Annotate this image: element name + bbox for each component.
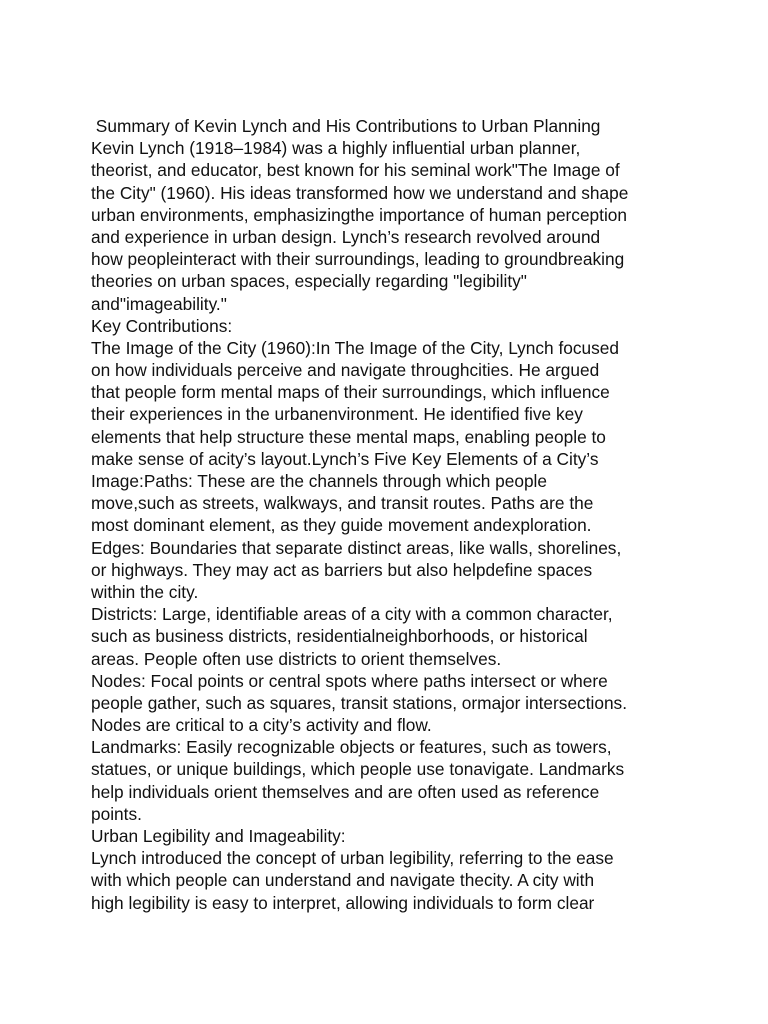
text-line: Lynch introduced the concept of urban legibility, referring to the ease (91, 848, 614, 869)
text-line: urban environments, emphasizingthe importance of human perception (91, 204, 628, 225)
text-line: statues, or unique buildings, which people use tonavigate. Landmarks (91, 759, 625, 780)
text-line: theories on urban spaces, especially regarding "legibility" (91, 271, 527, 292)
text-line: points. (91, 803, 142, 824)
text-line: the City" (1960). His ideas transformed how we understand and shape (91, 182, 629, 203)
text-line: people gather, such as squares, transit stations, ormajor intersections. (91, 692, 627, 713)
text-line: high legibility is easy to interpret, allowing individuals to form clear (91, 892, 595, 913)
text-line: areas. People often use districts to orient themselves. (91, 648, 502, 669)
document-body-text (91, 115, 691, 914)
text-line: Urban Legibility and Imageability: (91, 826, 346, 846)
text-line: The Image of the City (1960):In The Image of the City, Lynch focused (91, 337, 619, 358)
text-line: Kevin Lynch (1918–1984) was a highly influential urban planner, (91, 138, 581, 159)
text-line: Key Contributions: (91, 315, 233, 336)
text-line: Landmarks: Easily recognizable objects or features, such as towers, (91, 737, 612, 758)
text-line: elements that help structure these mental maps, enabling people to (91, 426, 606, 447)
text-line: with which people can understand and navigate thecity. A city with (91, 870, 595, 891)
text-line: most dominant element, as they guide movement andexploration. (91, 515, 592, 536)
text-line: such as business districts, residentialneighborhoods, or historical (91, 626, 588, 647)
text-line: Image:Paths: These are the channels through which people (91, 471, 548, 491)
text-line: Districts: Large, identifiable areas of a city with a common character, (91, 604, 613, 625)
text-line: how peopleinteract with their surroundings, leading to groundbreaking (91, 249, 625, 270)
text-line: make sense of acity’s layout.Lynch’s Five Key Elements of a City’s (91, 448, 599, 469)
text-line: that people form mental maps of their surroundings, which influence (91, 382, 610, 403)
text-line: within the city. (91, 581, 199, 602)
text-line: Nodes are critical to a city’s activity and flow. (91, 715, 432, 736)
text-line: and experience in urban design. Lynch’s research revolved around (91, 226, 601, 247)
text-line: their experiences in the urbanenvironment. He identified five key (91, 404, 583, 425)
text-line: Edges: Boundaries that separate distinct areas, like walls, shorelines, (91, 537, 622, 558)
text-line: or highways. They may act as barriers but also helpdefine spaces (91, 559, 593, 580)
text-line: theorist, and educator, best known for his seminal work"The Image of (91, 160, 620, 181)
text-line: and"imageability." (91, 293, 227, 314)
text-line: on how individuals perceive and navigate throughcities. He argued (91, 360, 600, 381)
text-line: Summary of Kevin Lynch and His Contributions to Urban Planning (91, 116, 601, 136)
text-line: Nodes: Focal points or central spots where paths intersect or where (91, 670, 608, 691)
text-line: help individuals orient themselves and are often used as reference (91, 781, 600, 802)
text-line: move,such as streets, walkways, and transit routes. Paths are the (91, 493, 594, 514)
